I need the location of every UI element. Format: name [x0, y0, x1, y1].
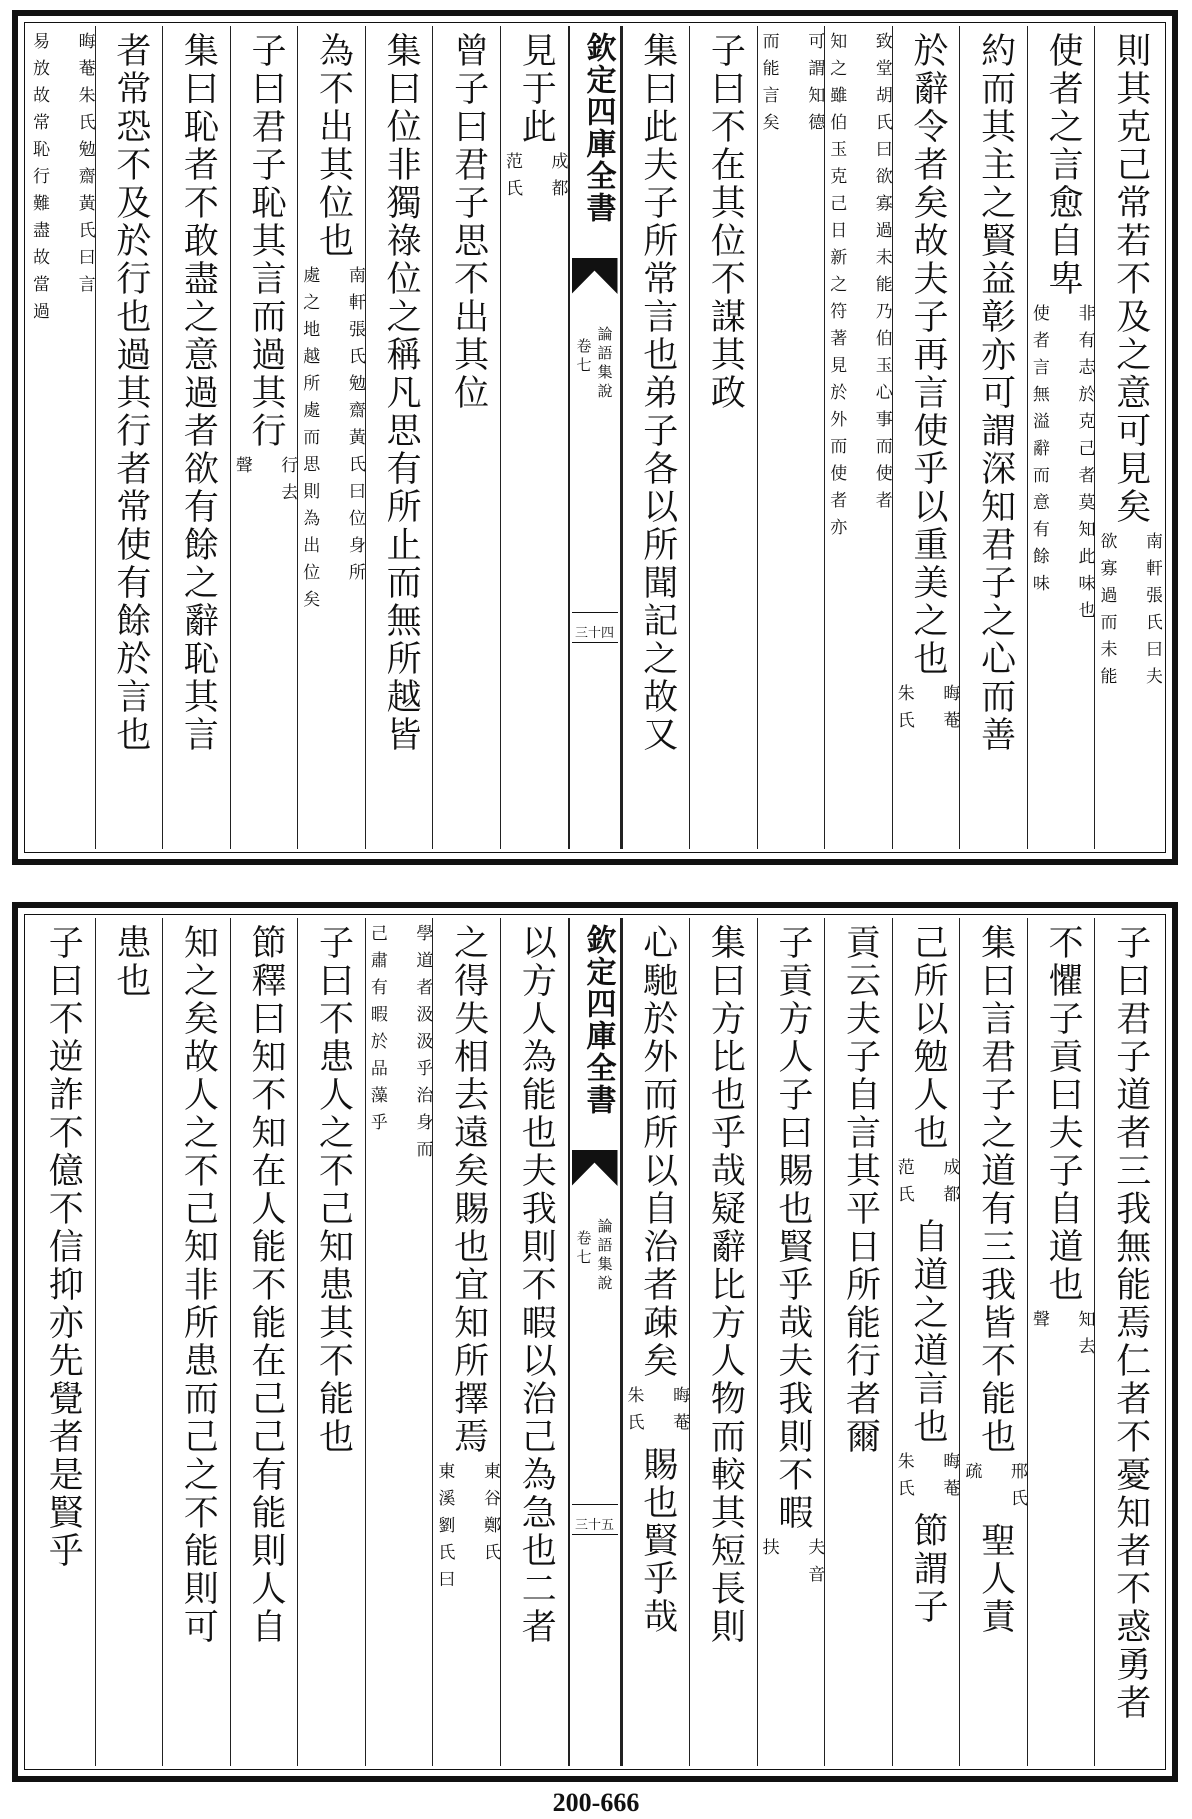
text-column	[824, 26, 892, 849]
main-text: 之得失相去遠矣賜也宜知所擇焉	[448, 924, 489, 1456]
main-text: 聖人責	[975, 1522, 1016, 1636]
text-column	[959, 26, 1027, 849]
bottom-page-panel	[12, 902, 1178, 1782]
annotation-note: 聲	[1028, 1310, 1049, 1337]
annotation-note: 使者言無溢辭而意有餘味	[1028, 304, 1049, 601]
annotation-note: 成都	[547, 152, 568, 206]
text-column	[28, 26, 95, 849]
main-text: 貢云夫子自言其平日所能行者爾	[840, 924, 881, 1456]
text-column	[297, 26, 365, 849]
annotation-note: 朱氏	[893, 1452, 914, 1506]
folio-rule-top	[572, 1504, 618, 1505]
text-column	[689, 26, 757, 849]
text-column	[230, 26, 298, 849]
annotation-note: 可謂知德	[804, 32, 825, 140]
annotation-note: 易放故常恥行難盡故當過	[29, 32, 49, 329]
annotation-note: 致堂胡氏曰欲寡過未能乃伯玉心事而使者	[871, 32, 892, 518]
folio-rule-bottom	[572, 642, 618, 643]
main-text: 節釋曰知不知在人能不能在己己有能則人自	[245, 924, 286, 1646]
annotation-note: 東谷鄭氏	[479, 1462, 500, 1570]
annotation-note: 知之雖伯玉克己日新之符著見於外而使者亦	[826, 32, 847, 545]
annotation-note: 東溪劉氏曰	[434, 1462, 455, 1597]
bottom-columns	[28, 918, 1162, 1766]
annotation-note: 范氏	[893, 1158, 914, 1212]
text-column	[1027, 918, 1095, 1766]
text-column	[892, 918, 960, 1766]
annotation-note: 成都	[939, 1158, 960, 1212]
annotation-note: 欲寡過而未能	[1096, 532, 1117, 694]
center-subtitle: 論語集說	[595, 326, 614, 402]
text-column	[95, 918, 163, 1766]
text-column	[365, 918, 433, 1766]
main-text: 患也	[110, 924, 151, 1000]
main-text: 曾子曰君子思不出其位	[448, 32, 489, 412]
main-text: 以方人為能也夫我則不暇以治己為急也二者	[516, 924, 557, 1646]
main-text: 子曰不在其位不謀其政	[705, 32, 746, 412]
main-text: 集曰位非獨祿位之稱凡思有所止而無所越皆	[381, 32, 422, 754]
annotation-note: 范氏	[501, 152, 522, 206]
text-column	[500, 26, 568, 849]
center-subtitle: 論語集說	[595, 1218, 614, 1294]
folio-rule-top	[572, 612, 618, 613]
main-text: 知之矣故人之不己知非所患而己之不能則可	[178, 924, 219, 1646]
text-column	[892, 26, 960, 849]
annotation-note: 知去	[1074, 1310, 1095, 1364]
main-text: 使者之言愈自卑	[1043, 32, 1084, 298]
center-fold-column	[568, 26, 622, 849]
main-text: 於辭令者矣故夫子再言使乎以重美之也	[908, 32, 949, 678]
text-column	[28, 918, 95, 1766]
text-column	[959, 918, 1027, 1766]
fish-tail-mark	[572, 1150, 618, 1186]
annotation-note: 南軒張氏曰夫	[1142, 532, 1162, 694]
text-column	[230, 918, 298, 1766]
annotation-note: 己肅有暇於品藻乎	[366, 924, 387, 1140]
main-text: 集曰言君子之道有三我皆不能也	[975, 924, 1016, 1456]
annotation-note: 朱氏	[893, 684, 914, 738]
main-text: 為不出其位也	[313, 32, 354, 260]
annotation-note: 處之地越所處而思則為出位矣	[299, 266, 320, 617]
text-column	[757, 918, 825, 1766]
center-volume: 卷七	[574, 338, 593, 376]
text-column	[365, 26, 433, 849]
text-column	[757, 26, 825, 849]
text-column	[622, 918, 690, 1766]
annotation-note: 疏	[961, 1462, 982, 1489]
fish-tail-mark	[572, 258, 618, 294]
annotation-note: 而能言矣	[758, 32, 779, 140]
main-text: 子曰不逆詐不億不信抑亦先覺者是賢乎	[43, 924, 84, 1570]
main-text: 集曰方比也乎哉疑辭比方人物而較其短長則	[705, 924, 746, 1646]
page-number-footer: 200-666	[552, 1788, 640, 1817]
annotation-note: 非有志於克己者莫知此味也	[1074, 304, 1095, 628]
folio-number: 三十四	[574, 626, 614, 641]
main-text: 自道之道言也	[908, 1218, 949, 1446]
main-text: 約而其主之賢益彰亦可謂深知君子之心而善	[975, 32, 1016, 754]
annotation-note: 南軒張氏勉齋黃氏曰位身所	[344, 266, 365, 590]
annotation-note: 夫音	[804, 1538, 825, 1592]
folio-number: 三十五	[574, 1518, 614, 1533]
main-text: 不懼子貢曰夫子自道也	[1043, 924, 1084, 1304]
text-column	[689, 918, 757, 1766]
main-text: 見于此	[516, 32, 557, 146]
center-book-title: 欽定四庫全書	[580, 32, 616, 224]
main-text: 集曰此夫子所常言也弟子各以所聞記之故又	[637, 32, 678, 754]
main-text: 節謂子	[908, 1512, 949, 1626]
text-column	[432, 26, 500, 849]
main-text: 子曰君子恥其言而過其行	[245, 32, 286, 450]
folio-rule-bottom	[572, 1534, 618, 1535]
annotation-note: 晦菴	[939, 1452, 960, 1506]
main-text: 子曰不患人之不己知患其不能也	[313, 924, 354, 1456]
text-column	[297, 918, 365, 1766]
annotation-note: 晦菴	[669, 1386, 690, 1440]
annotation-note: 晦菴朱氏勉齋黃氏曰言	[74, 32, 95, 302]
main-text: 集曰恥者不敢盡之意過者欲有餘之辭恥其言	[178, 32, 219, 754]
main-text: 賜也賢乎哉	[637, 1446, 678, 1636]
annotation-note: 朱氏	[623, 1386, 644, 1440]
text-column	[162, 26, 230, 849]
annotation-note: 聲	[231, 456, 252, 483]
annotation-note: 邢氏	[1006, 1462, 1027, 1516]
center-volume: 卷七	[574, 1230, 593, 1268]
text-column	[432, 918, 500, 1766]
annotation-note: 晦菴	[939, 684, 960, 738]
annotation-note: 行去	[277, 456, 298, 510]
text-column	[622, 26, 690, 849]
text-column	[1094, 26, 1162, 849]
text-column	[500, 918, 568, 1766]
center-fold-column	[568, 918, 622, 1766]
top-page-panel	[12, 10, 1178, 865]
main-text: 則其克己常若不及之意可見矣	[1110, 32, 1151, 526]
main-text: 己所以勉人也	[908, 924, 949, 1152]
text-column	[824, 918, 892, 1766]
annotation-note: 學道者汲汲乎治身而	[412, 924, 433, 1167]
annotation-note: 扶	[758, 1538, 779, 1565]
text-column	[1094, 918, 1162, 1766]
top-columns	[28, 26, 1162, 849]
main-text: 子曰君子道者三我無能焉仁者不憂知者不惑勇者	[1110, 924, 1151, 1722]
main-text: 心馳於外而所以自治者疎矣	[637, 924, 678, 1380]
main-text: 子貢方人子曰賜也賢乎哉夫我則不暇	[772, 924, 813, 1532]
text-column	[1027, 26, 1095, 849]
text-column	[95, 26, 163, 849]
main-text: 者常恐不及於行也過其行者常使有餘於言也	[110, 32, 151, 754]
text-column	[162, 918, 230, 1766]
center-book-title: 欽定四庫全書	[580, 924, 616, 1116]
